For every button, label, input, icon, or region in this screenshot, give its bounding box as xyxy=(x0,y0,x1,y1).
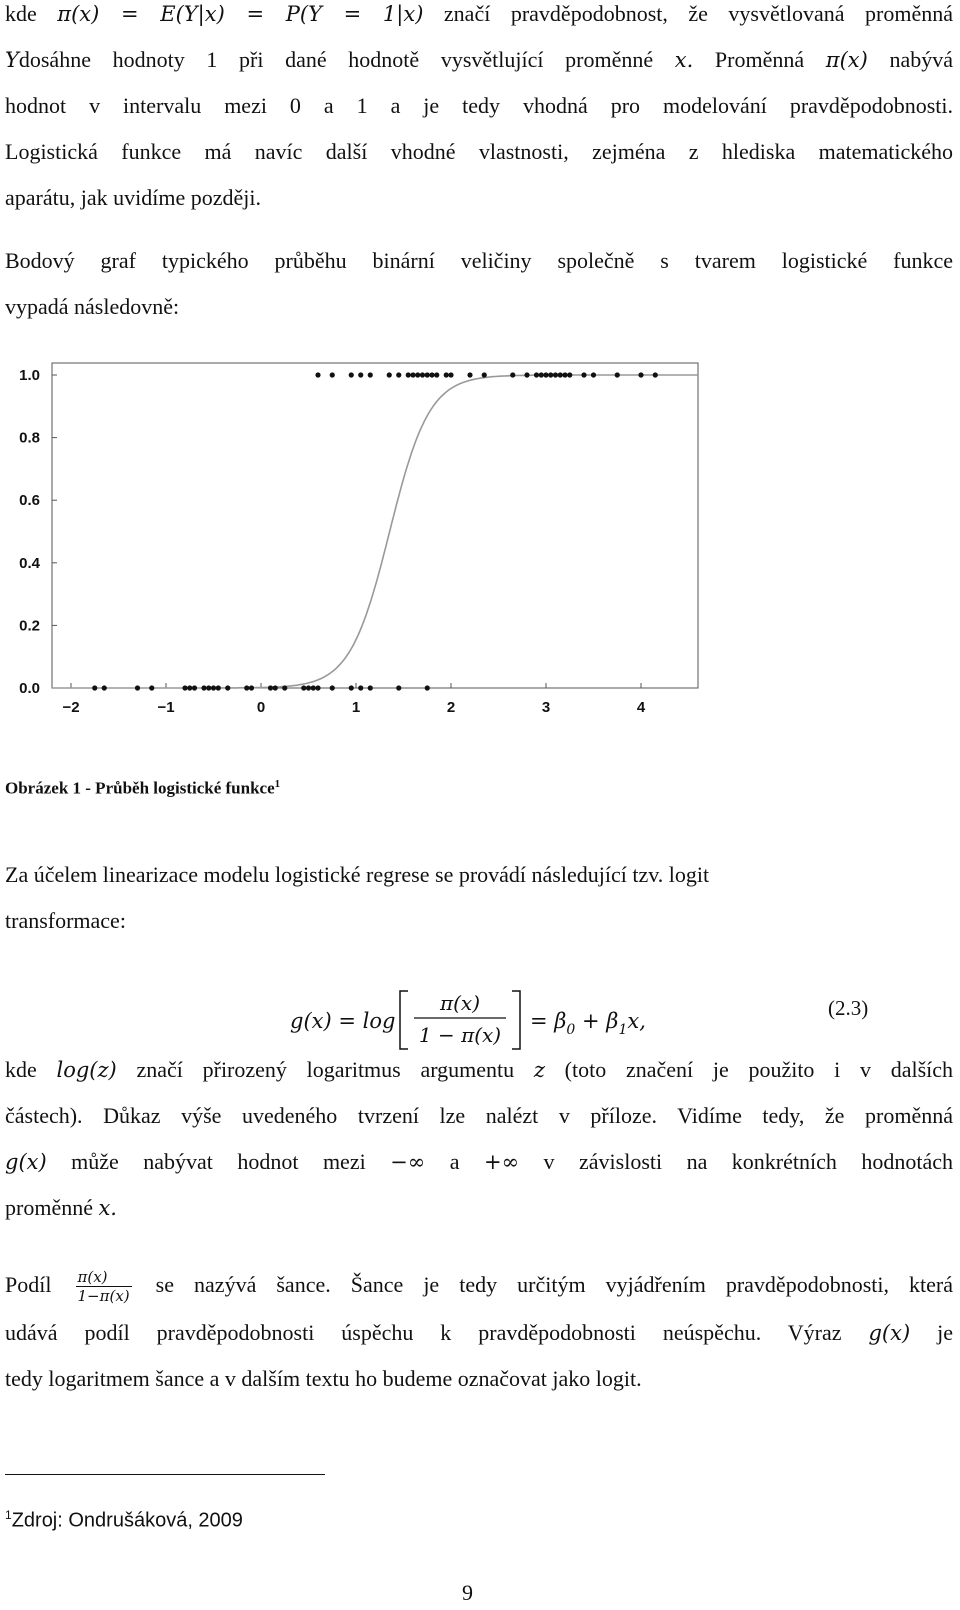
data-point-y0 xyxy=(187,685,192,690)
data-point-y0 xyxy=(358,685,363,690)
paragraph-logit-intro xyxy=(5,852,953,944)
text-line xyxy=(5,0,953,37)
text-line: hodnot v intervalu mezi 0 a 1 a je tedy vhodná pro modelování pravděpodobnosti. xyxy=(5,93,953,118)
data-point-y1 xyxy=(543,372,548,377)
data-point-y0 xyxy=(315,685,320,690)
data-point-y0 xyxy=(135,685,140,690)
data-point-y0 xyxy=(206,685,211,690)
paragraph-logit-explanation xyxy=(5,1047,953,1231)
x-tick-label: 0 xyxy=(256,699,266,716)
data-point-y0 xyxy=(92,685,97,690)
text-line xyxy=(5,1262,953,1310)
footnote-marker: 1 xyxy=(274,778,281,790)
data-point-y1 xyxy=(368,372,373,377)
x-tick-label: 2 xyxy=(446,699,456,716)
figure-caption xyxy=(5,778,280,799)
data-point-y1 xyxy=(444,372,449,377)
data-point-y1 xyxy=(510,372,515,377)
math-inline: Y xyxy=(5,48,19,72)
data-point-y1 xyxy=(387,372,392,377)
text-line xyxy=(5,1185,953,1231)
text-line xyxy=(5,1310,953,1356)
y-tick-label: 0.2 xyxy=(19,617,40,635)
data-point-y0 xyxy=(244,685,249,690)
left-bracket xyxy=(400,991,408,1049)
x-tick-label: 1 xyxy=(351,699,361,716)
paragraph-odds xyxy=(5,1262,953,1402)
data-point-y0 xyxy=(201,685,206,690)
text: značí pravděpodobnost, že vysvětlovaná proměnná xyxy=(423,1,953,26)
data-point-y1 xyxy=(591,372,596,377)
text-line: částech). Důkaz výše uvedeného tvrzení lze nalézt v příloze. Vidíme tedy, že proměnná xyxy=(5,1103,953,1128)
equation-lhs: g(x) = log xyxy=(290,1009,396,1033)
inline-fraction xyxy=(76,1268,132,1305)
data-point-y1 xyxy=(653,372,658,377)
data-point-y0 xyxy=(301,685,306,690)
data-point-y0 xyxy=(349,685,354,690)
text-line: tedy logaritmem šance a v dalším textu ho budeme označovat jako logit. xyxy=(5,1366,642,1391)
footnote-separator xyxy=(5,1474,325,1475)
text: se nazývá šance. Šance je tedy určitým vyjádřením pravděpodobnosti, která xyxy=(135,1272,953,1297)
data-point-y0 xyxy=(425,685,430,690)
data-point-y0 xyxy=(273,685,278,690)
math-inline: −∞ xyxy=(390,1150,426,1174)
data-point-y1 xyxy=(358,372,363,377)
text: Podíl xyxy=(5,1272,72,1297)
data-point-y1 xyxy=(553,372,558,377)
data-point-y1 xyxy=(534,372,539,377)
data-point-y1 xyxy=(349,372,354,377)
footnote-marker: 1 xyxy=(5,1508,12,1522)
equation-logit xyxy=(290,985,710,1055)
text-line xyxy=(5,37,953,83)
fraction-denominator: 1−π(x) xyxy=(77,1287,130,1306)
paragraph-graph-intro xyxy=(5,238,953,330)
data-point-y1 xyxy=(420,372,425,377)
data-point-y0 xyxy=(211,685,216,690)
data-point-y1 xyxy=(467,372,472,377)
math-inline: π(x) xyxy=(825,48,868,72)
math-inline: log(z) xyxy=(56,1058,117,1082)
data-point-y0 xyxy=(268,685,273,690)
footnote-text: Zdroj: Ondrušáková, 2009 xyxy=(11,1509,243,1532)
data-point-y1 xyxy=(425,372,430,377)
data-point-y0 xyxy=(149,685,154,690)
equation-denominator: 1 − π(x) xyxy=(418,1023,502,1047)
data-point-y1 xyxy=(448,372,453,377)
math-inline: g(x) xyxy=(5,1150,47,1174)
data-point-y1 xyxy=(315,372,320,377)
data-point-y1 xyxy=(396,372,401,377)
logistic-curve xyxy=(52,375,698,688)
equation-rhs: = $\beta_0 + \beta_1x$, xyxy=(530,1009,646,1038)
data-point-y1 xyxy=(539,372,544,377)
logistic-function-chart xyxy=(0,355,720,735)
text: kde xyxy=(5,1057,57,1082)
text-line: vypadá následovně: xyxy=(5,294,180,319)
text-line: Bodový graf typického průběhu binární veličiny společně s tvarem logistické funkce xyxy=(5,248,953,273)
data-point-y0 xyxy=(182,685,187,690)
data-point-y1 xyxy=(524,372,529,377)
math-inline: g(x) xyxy=(868,1321,911,1345)
math-inline: x. xyxy=(98,1196,117,1220)
data-point-y1 xyxy=(429,372,434,377)
text-line xyxy=(5,1047,953,1093)
data-point-y1 xyxy=(558,372,563,377)
text: Proměnná xyxy=(693,47,826,72)
x-tick-label: −2 xyxy=(62,699,80,716)
math-inline: π(x) = E(Y|x) = P(Y = 1|x) xyxy=(57,2,424,26)
text-line: aparátu, jak uvidíme později. xyxy=(5,185,261,210)
data-point-y0 xyxy=(216,685,221,690)
data-point-y0 xyxy=(192,685,197,690)
x-tick-label: 3 xyxy=(541,699,551,716)
equation-numerator: π(x) xyxy=(439,991,481,1015)
data-point-y1 xyxy=(434,372,439,377)
data-point-y1 xyxy=(482,372,487,377)
data-point-y0 xyxy=(311,685,316,690)
data-point-y0 xyxy=(330,685,335,690)
text: nabývá xyxy=(867,47,953,72)
math-inline: +∞ xyxy=(483,1150,520,1174)
text: (toto značení je použito i v dalších xyxy=(544,1057,953,1082)
text-line xyxy=(5,1139,953,1185)
text: je xyxy=(910,1320,953,1345)
x-tick-label: 4 xyxy=(636,699,646,716)
data-point-y1 xyxy=(567,372,572,377)
equation-number: (2.3) xyxy=(828,996,869,1020)
text: a xyxy=(425,1149,484,1174)
data-point-y0 xyxy=(249,685,254,690)
text: v závislosti na konkrétních hodnotách xyxy=(519,1149,953,1174)
text: může nabývat hodnot mezi xyxy=(46,1149,391,1174)
data-point-y0 xyxy=(306,685,311,690)
caption-text: Obrázek 1 - Průběh logistické funkce xyxy=(5,778,275,798)
page-number: 9 xyxy=(462,1580,473,1605)
text: kde xyxy=(5,1,58,26)
y-tick-label: 0.0 xyxy=(19,680,40,697)
data-point-y1 xyxy=(581,372,586,377)
data-point-y0 xyxy=(368,685,373,690)
math-inline: z xyxy=(533,1058,545,1082)
data-point-y1 xyxy=(615,372,620,377)
footnote xyxy=(5,1508,243,1533)
data-point-y1 xyxy=(410,372,415,377)
text-line: Logistická funkce má navíc další vhodné vlastnosti, zejména z hlediska matematického xyxy=(5,139,953,164)
data-point-y1 xyxy=(638,372,643,377)
data-point-y0 xyxy=(396,685,401,690)
data-point-y1 xyxy=(562,372,567,377)
y-tick-label: 0.8 xyxy=(19,429,40,447)
y-tick-label: 1.0 xyxy=(19,367,40,384)
text-line: Za účelem linearizace modelu logistické regrese se provádí následující tzv. logit xyxy=(5,862,710,887)
text: udává podíl pravděpodobnosti úspěchu k pravděpodobnosti neúspěchu. Výraz xyxy=(5,1320,869,1345)
text-line: transformace: xyxy=(5,908,126,933)
x-tick-label: −1 xyxy=(157,699,175,716)
text: dosáhne hodnoty 1 při dané hodnotě vysvětlující proměnné xyxy=(18,47,675,72)
data-point-y1 xyxy=(330,372,335,377)
y-tick-label: 0.4 xyxy=(19,554,40,572)
data-point-y1 xyxy=(415,372,420,377)
right-bracket xyxy=(512,991,520,1049)
paragraph-definition xyxy=(5,0,953,221)
text: proměnné xyxy=(5,1195,99,1220)
data-point-y0 xyxy=(282,685,287,690)
math-inline: x. xyxy=(674,48,694,72)
y-tick-label: 0.6 xyxy=(19,492,40,510)
data-point-y0 xyxy=(102,685,107,690)
data-point-y1 xyxy=(406,372,411,377)
text: značí přirozený logaritmus argumentu xyxy=(116,1057,534,1082)
data-point-y0 xyxy=(225,685,230,690)
plot-frame xyxy=(52,363,698,688)
data-point-y1 xyxy=(548,372,553,377)
fraction-numerator: π(x) xyxy=(76,1268,132,1287)
